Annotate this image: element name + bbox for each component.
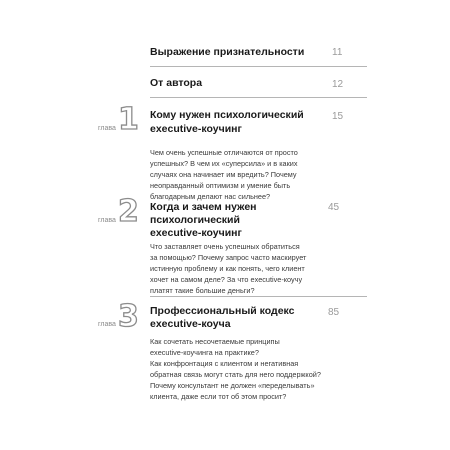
chapter-1-description-line: благодарным делают нас сильнее? [150, 192, 271, 201]
chapter-1-description-line: случаях она начинает им вредить? Почему [150, 170, 297, 179]
divider [150, 296, 367, 297]
chapter-3-title-line-2: executive-коуча [150, 318, 231, 330]
chapter-1-label: глава [98, 125, 116, 132]
chapter-2-description-line: за помощью? Почему запрос часто маскирует [150, 253, 307, 262]
chapter-3-description-line: обратная связь могут стать для него поддержкой? [150, 370, 321, 379]
toc-entry-acknowledgements-page: 11 [332, 47, 343, 58]
divider [150, 97, 367, 98]
chapter-2-description-line: хочет на самом деле? За что executive-коучу [150, 275, 303, 284]
chapter-3-title-line-1: Профессиональный кодекс [150, 305, 295, 317]
chapter-3-description-line: Как сочетать несочетаемые принципы [150, 337, 280, 346]
chapter-1-title-line-1: Кому нужен психологический [150, 109, 304, 121]
chapter-2-description-line: Что заставляет очень успешных обратиться [150, 242, 300, 251]
chapter-1-page: 15 [332, 111, 344, 122]
chapter-2-label: глава [98, 217, 116, 224]
chapter-2-page: 45 [328, 202, 340, 213]
chapter-3-description-line: executive-коучинга на практике? [150, 348, 259, 357]
toc-entry-author-title: От автора [150, 77, 203, 89]
chapter-2-number: 2 [118, 194, 139, 229]
chapter-1-title-line-2: executive-коучинг [150, 123, 242, 135]
toc-entry-author-page: 12 [332, 79, 344, 90]
chapter-2-title-line-3: executive-коучинг [150, 227, 242, 239]
chapter-1-description-line: Чем очень успешные отличаются от просто [150, 148, 298, 157]
chapter-1-number: 1 [118, 102, 139, 137]
chapter-1-description-line: неоправданный оптимизм и умение быть [150, 181, 291, 190]
chapter-3-page: 85 [328, 307, 340, 318]
chapter-1-description-line: успешных? В чем их «суперсила» и в каких [150, 159, 298, 168]
toc-entry-acknowledgements-title: Выражение признательности [150, 46, 305, 58]
chapter-2-title-line-1: Когда и зачем нужен [150, 201, 257, 213]
chapter-2-title-line-2: психологический [150, 214, 240, 226]
divider [150, 66, 367, 67]
chapter-3-description-line: клиента, даже если тот об этом просит? [150, 392, 287, 401]
chapter-3-label: глава [98, 321, 116, 328]
chapter-2-description-line: истинную проблему и как понять, чего клиент [150, 264, 305, 273]
chapter-3-description-line: Почему консультант не должен «переделывать» [150, 381, 315, 390]
chapter-3-number: 3 [118, 299, 139, 334]
chapter-2-description-line: платят такие большие деньги? [150, 286, 255, 295]
chapter-3-description-line: Как конфронтация с клиентом и негативная [150, 359, 299, 368]
